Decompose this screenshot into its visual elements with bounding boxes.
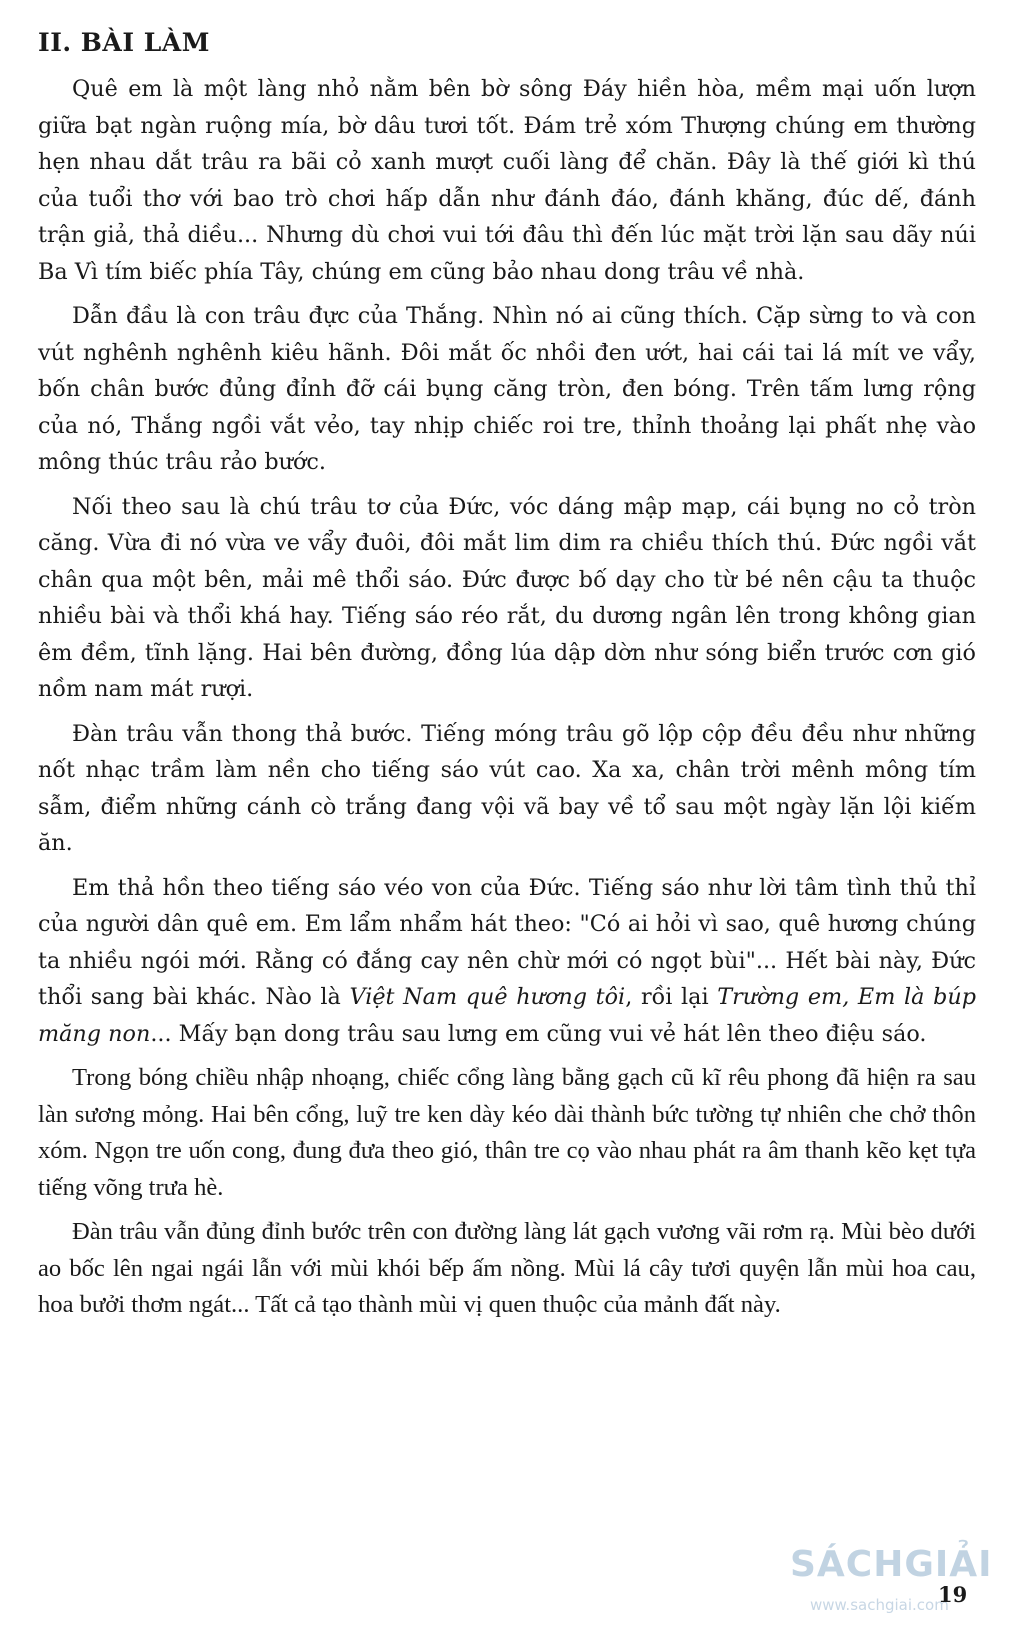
page-number: 19: [938, 1582, 968, 1607]
paragraph-5-text-b: , rồi lại: [625, 984, 718, 1010]
paragraph-1: Quê em là một làng nhỏ nằm bên bờ sông Đáy hiền hòa, mềm mại uốn lượn giữa bạt ngàn ruộng mía, bờ dâu tươi tốt. Đám trẻ xóm Thượng chúng em thường hẹn nhau dắt trâu ra bãi cỏ xanh mượt cuối làng để chăn. Đây là thế giới kì thú của tuổi thơ với bao trò chơi hấp dẫn như đánh đáo, đánh khăng, đúc dế, đánh trận giả, thả diều... Nhưng dù chơi vui tới đâu thì đến lúc mặt trời lặn sau dãy núi Ba Vì tím biếc phía Tây, chúng em cũng bảo nhau dong trâu về nhà.: [38, 76, 976, 285]
song-title-2: Trường em, Em là búp măng non: [38, 984, 976, 1047]
paragraph-6: Trong bóng chiều nhập nhoạng, chiếc cổng làng bằng gạch cũ kĩ rêu phong đã hiện ra sau làn sương mỏng. Hai bên cổng, luỹ tre ken dày kéo dài thành bức tường tự nhiên che chở thôn xóm. Ngọn tre uốn cong, đung đưa theo gió, thân tre cọ vào nhau phát ra âm thanh kẽo kẹt tựa tiếng võng trưa hè.: [38, 1064, 976, 1201]
watermark-brand: SÁCHGIẢI: [790, 1544, 993, 1585]
watermark-logo: [790, 1534, 1010, 1624]
paragraph-7: Đàn trâu vẫn đủng đỉnh bước trên con đường làng lát gạch vương vãi rơm rạ. Mùi bèo dưới ao bốc lên ngai ngái lẫn với mùi khói bếp ấm nồng. Mùi lá cây tươi quyện lẫn mùi hoa cau, hoa bưởi thơm ngát... Tất cả tạo thành mùi vị quen thuộc của mảnh đất này.: [38, 1218, 976, 1318]
song-title-1: Việt Nam quê hương tôi: [349, 984, 626, 1010]
paragraph-5: [38, 870, 976, 1053]
document-page: [38, 28, 976, 1332]
paragraph-5-text-a: Em thả hồn theo tiếng sáo véo von của Đức. Tiếng sáo như lời tâm tình thủ thỉ của người dân quê em. Em lẩm nhẩm hát theo: "Có ai hỏi vì sao, quê hương chúng ta nhiều ngói mới. Rằng có đắng cay nên chừ mới có ngọt bùi"... Hết bài này, Đức thổi sang bài khác. Nào là: [38, 874, 976, 1010]
paragraph-2: Dẫn đầu là con trâu đực của Thắng. Nhìn nó ai cũng thích. Cặp sừng to và con vút nghênh nghênh kiêu hãnh. Đôi mắt ốc nhồi đen ướt, hai cái tai lá mít ve vẩy, bốn chân bước đủng đỉnh đỡ cái bụng căng tròn, đen bóng. Trên tấm lưng rộng của nó, Thắng ngồi vắt vẻo, tay nhịp chiếc roi tre, thỉnh thoảng lại phất nhẹ vào mông thúc trâu rảo bước.: [38, 303, 976, 475]
paragraph-5-text-c: ... Mấy bạn dong trâu sau lưng em cũng vui vẻ hát lên theo điệu sáo.: [150, 1020, 927, 1047]
paragraph-3: Nối theo sau là chú trâu tơ của Đức, vóc dáng mập mạp, cái bụng no cỏ tròn căng. Vừa đi nó vừa ve vẩy đuôi, đôi mắt lim dim ra chiều thích thú. Đức ngồi vắt chân qua một bên, mải mê thổi sáo. Đức được bố dạy cho từ bé nên cậu ta thuộc nhiều bài và thổi khá hay. Tiếng sáo réo rắt, du dương ngân lên trong không gian êm đềm, tĩnh lặng. Hai bên đường, đồng lúa dập dờn như sóng biển trước cơn gió nồm nam mát rượi.: [38, 493, 976, 702]
paragraph-4: Đàn trâu vẫn thong thả bước. Tiếng móng trâu gõ lộp cộp đều đều như những nốt nhạc trầm làm nền cho tiếng sáo vút cao. Xa xa, chân trời mênh mông tím sẫm, điểm những cánh cò trắng đang vội vã bay về tổ sau một ngày lặn lội kiếm ăn.: [38, 720, 976, 856]
watermark-url: www.sachgiai.com: [810, 1596, 949, 1614]
section-heading: II. BÀI LÀM: [38, 28, 210, 57]
